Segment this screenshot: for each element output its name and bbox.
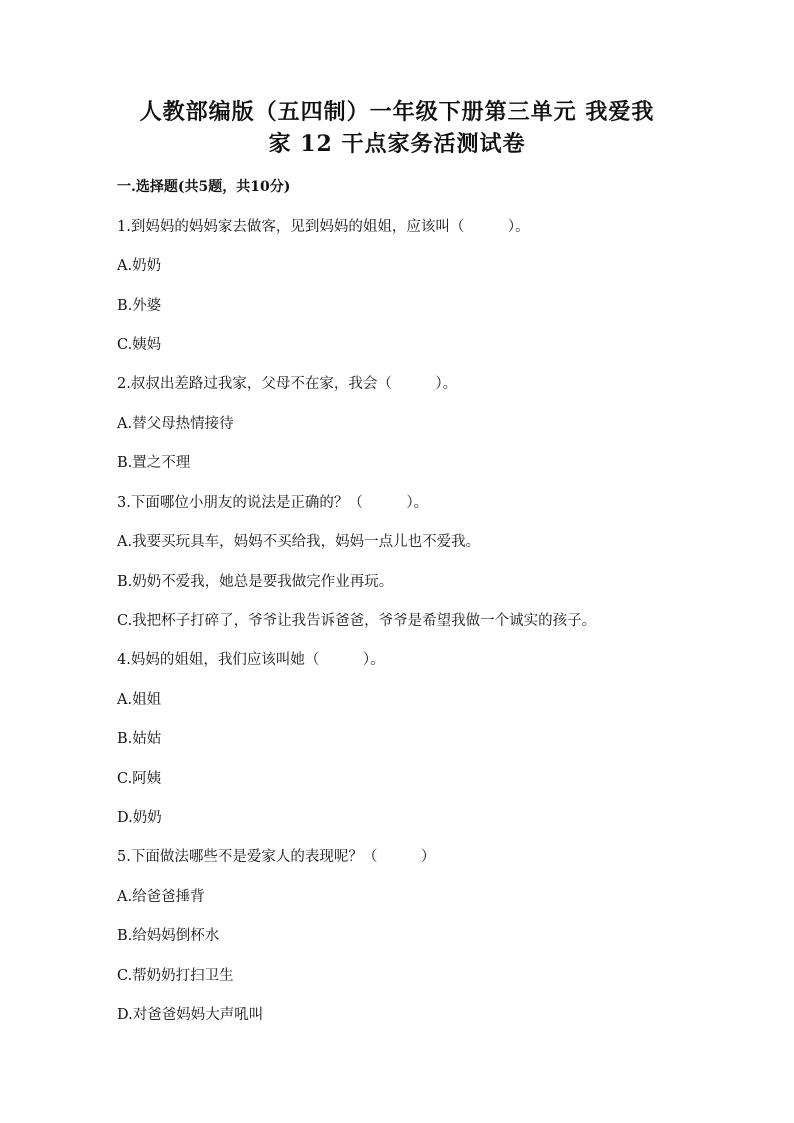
question-5-option-c: C.帮奶奶打扫卫生 xyxy=(117,968,234,984)
question-1-stem: 1.到妈妈的妈妈家去做客，见到妈妈的姐姐，应该叫（ ）。 xyxy=(117,219,530,235)
question-2-stem: 2.叔叔出差路过我家，父母不在家，我会（ ）。 xyxy=(117,376,458,392)
question-5-stem: 5.下面做法哪些不是爱家人的表现呢？（ ） xyxy=(117,849,436,865)
question-3-option-b: B.奶奶不爱我，她总是要我做完作业再玩。 xyxy=(117,574,394,590)
question-5-option-b: B.给妈妈倒杯水 xyxy=(117,928,220,944)
question-4-option-a: A.姐姐 xyxy=(117,692,162,708)
question-4-option-b: B.姑姑 xyxy=(117,731,162,747)
page-title-line-2: 家 12 干点家务活测试卷 xyxy=(268,131,526,157)
question-3-option-a: A.我要买玩具车，妈妈不买给我，妈妈一点儿也不爱我。 xyxy=(117,534,481,550)
page-title-line-1: 人教部编版（五四制）一年级下册第三单元 我爱我 xyxy=(139,99,655,125)
section-heading: 一.选择题(共5题，共10分) xyxy=(117,179,291,195)
question-2-option-b: B.置之不理 xyxy=(117,455,191,471)
question-1-option-b: B.外婆 xyxy=(117,298,162,314)
question-5-option-a: A.给爸爸捶背 xyxy=(117,889,205,905)
question-3-stem: 3.下面哪位小朋友的说法是正确的？（ ）。 xyxy=(117,495,429,511)
question-1-option-a: A.奶奶 xyxy=(117,258,162,274)
question-2-option-a: A.替父母热情接待 xyxy=(117,416,234,432)
question-1-option-c: C.姨妈 xyxy=(117,337,162,353)
question-5-option-d: D.对爸爸妈妈大声吼叫 xyxy=(117,1007,264,1023)
question-4-stem: 4.妈妈的姐姐，我们应该叫她（ ）。 xyxy=(117,652,385,668)
question-4-option-c: C.阿姨 xyxy=(117,771,162,787)
question-4-option-d: D.奶奶 xyxy=(117,810,162,826)
question-3-option-c: C.我把杯子打碎了，爷爷让我告诉爸爸，爷爷是希望我做一个诚实的孩子。 xyxy=(117,613,597,629)
